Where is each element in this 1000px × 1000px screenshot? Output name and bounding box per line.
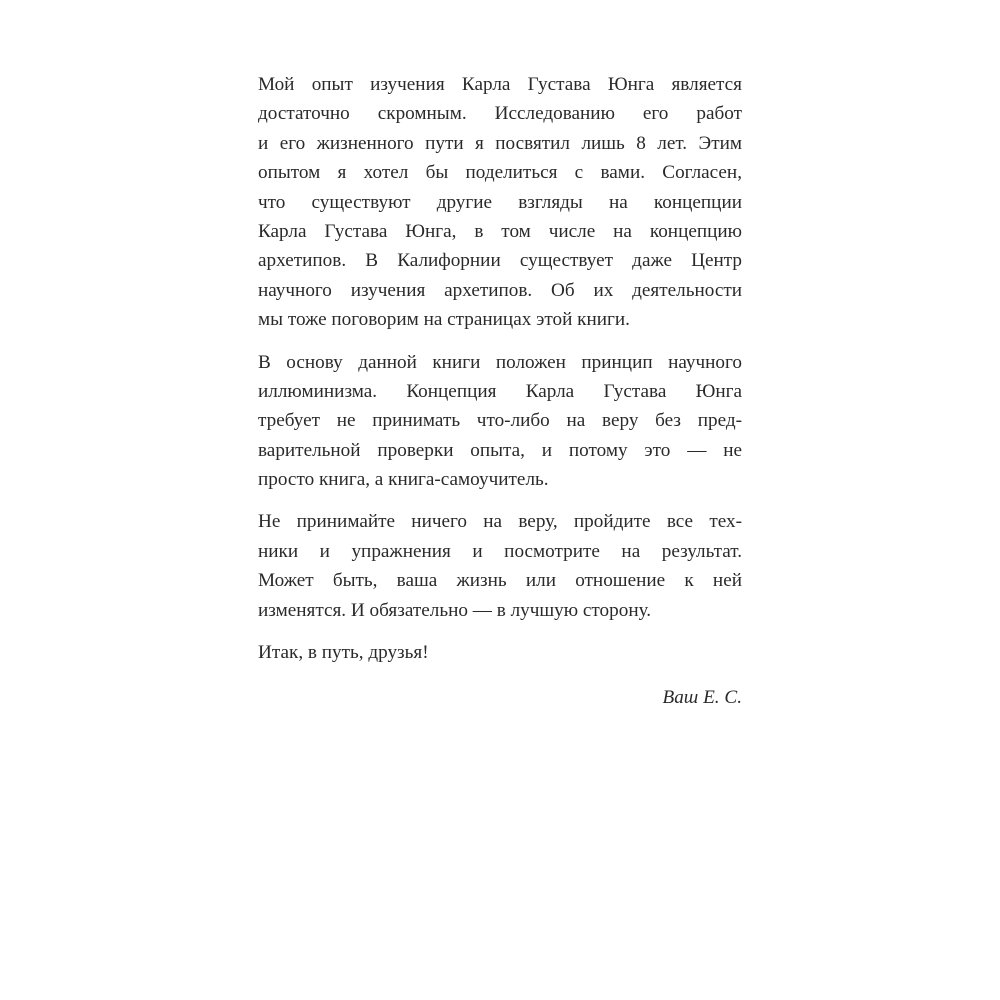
text-line: достаточно скромным. Исследованию его работ: [258, 103, 742, 125]
text-line: архетипов. В Калифорнии существует даже Центр: [258, 250, 742, 272]
text-line: что существуют другие взгляды на концепции: [258, 191, 742, 213]
paragraph: [258, 70, 742, 335]
signature: Ваш Е. С.: [662, 687, 742, 709]
text-line: изменятся. И обязательно — в лучшую сторону.: [258, 599, 652, 621]
text-line: и его жизненного пути я посвятил лишь 8 лет. Этим: [258, 132, 742, 154]
paragraph: [258, 638, 742, 667]
paragraph: [258, 348, 742, 495]
text-line: В основу данной книги положен принцип научного: [258, 351, 742, 373]
text-line: ники и упражнения и посмотрите на результат.: [258, 540, 742, 562]
text-line: мы тоже поговорим на страницах этой книги.: [258, 309, 630, 331]
text-line: Итак, в путь, друзья!: [258, 642, 429, 664]
text-line: иллюминизма. Концепция Карла Густава Юнга: [258, 380, 742, 402]
text-line: Мой опыт изучения Карла Густава Юнга является: [258, 74, 742, 95]
paragraph: [258, 507, 742, 625]
text-line: варительной проверки опыта, и потому это — не: [258, 439, 742, 461]
text-line: просто книга, а книга-самоучитель.: [258, 469, 549, 491]
text-line: Карла Густава Юнга, в том числе на концепцию: [258, 220, 742, 242]
text-line: Не принимайте ничего на веру, пройдите все тех-: [258, 511, 742, 533]
text-line: требует не принимать что-либо на веру без пред-: [258, 410, 742, 432]
text-line: опытом я хотел бы поделиться с вами. Согласен,: [258, 162, 742, 184]
text-line: научного изучения архетипов. Об их деятельности: [258, 279, 742, 301]
book-page: [258, 70, 742, 713]
text-line: Может быть, ваша жизнь или отношение к ней: [258, 570, 742, 592]
